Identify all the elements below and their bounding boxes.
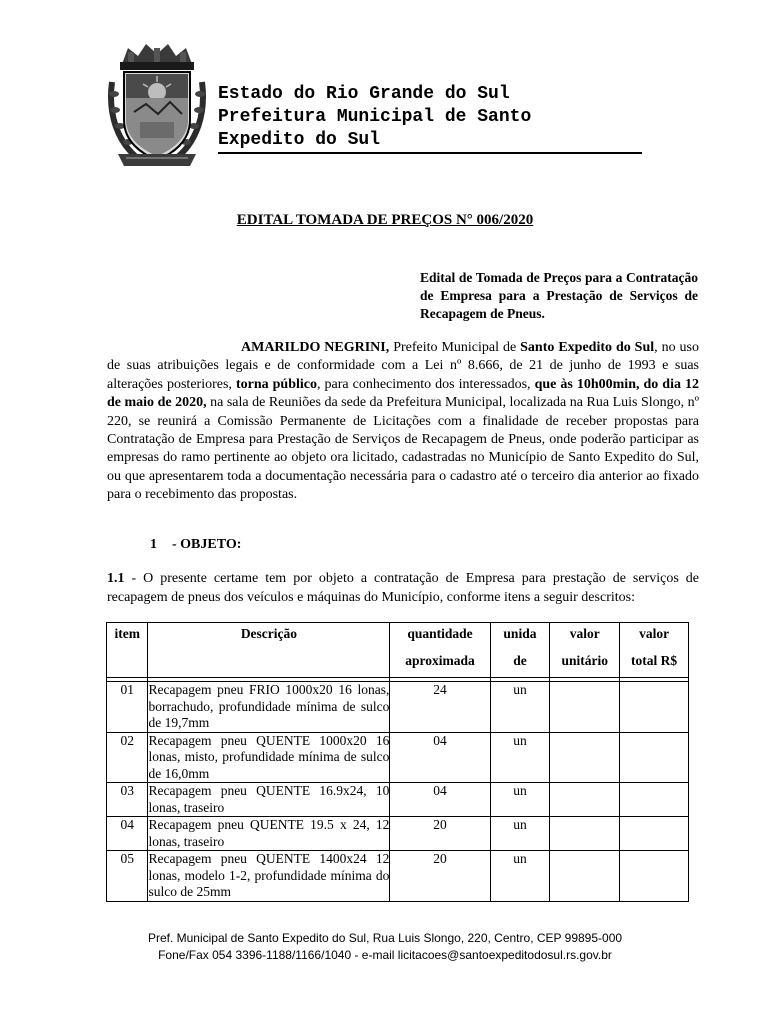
header-valor-unitario: valor unitário — [550, 623, 620, 678]
subsection-text: - O presente certame tem por objeto a contratação de Empresa para prestação de serviços de recapagem de pneus dos veículos e máquinas do Município, conforme itens a seguir descritos: — [107, 571, 699, 605]
cell-item: 03 — [107, 783, 148, 817]
cell-quantity: 04 — [390, 732, 490, 783]
edital-summary: Edital de Tomada de Preços para a Contratação de Empresa para a Prestação de Serviços de Recapagem de Pneus. — [420, 270, 698, 321]
section-number: 1 — [150, 537, 157, 552]
cell-unit-value[interactable] — [550, 732, 620, 783]
document-title: EDITAL TOMADA DE PREÇOS N° 006/2020 — [236, 212, 534, 228]
cell-total-value[interactable] — [620, 783, 689, 817]
cell-description: Recapagem pneu QUENTE 16.9x24, 10 lonas, traseiro — [148, 783, 390, 815]
cell-item: 04 — [107, 817, 148, 851]
cell-description: Recapagem pneu QUENTE 1400x24 12 lonas, modelo 1-2, profundidade mínima do sulco de 25mm — [148, 851, 390, 899]
table-row — [107, 682, 689, 733]
header-divider — [218, 152, 642, 154]
cell-quantity: 20 — [390, 817, 490, 851]
cell-total-value[interactable] — [620, 851, 689, 902]
torna-publico: torna público — [235, 376, 317, 392]
subsection-number: 1.1 — [107, 571, 125, 586]
table-row — [107, 817, 689, 851]
cell-quantity: 24 — [390, 682, 490, 733]
header-state: Estado do Rio Grande do Sul — [218, 84, 510, 104]
cell-unit: un — [490, 817, 550, 851]
mayor-name: AMARILDO NEGRINI, — [241, 340, 390, 355]
footer-address: Pref. Municipal de Santo Expedito do Sul, Rua Luis Slongo, 220, Centro, CEP 99895-000 — [147, 931, 623, 945]
table-row — [107, 732, 689, 783]
section-title: - OBJETO: — [172, 537, 242, 552]
cell-item: 02 — [107, 732, 148, 783]
cell-quantity: 04 — [390, 783, 490, 817]
cell-item: 05 — [107, 851, 148, 902]
cell-unit-value[interactable] — [550, 682, 620, 733]
cell-unit-value[interactable] — [550, 783, 620, 817]
cell-quantity: 20 — [390, 851, 490, 902]
subsection-1-1 — [107, 570, 699, 607]
cell-description: Recapagem pneu QUENTE 1000x20 16 lonas, misto, profundidade mínima de sulco de 16,0mm — [148, 732, 390, 781]
cell-unit: un — [490, 851, 550, 902]
cell-unit-value[interactable] — [550, 817, 620, 851]
header-valor-total: valor total R$ — [620, 623, 689, 678]
header-item: item — [107, 623, 148, 678]
municipality-name: Santo Expedito do Sul — [520, 340, 655, 355]
section-objeto-heading — [150, 537, 241, 553]
cell-description: Recapagem pneu QUENTE 19.5 x 24, 12 lonas, traseiro — [148, 817, 390, 849]
items-table — [106, 622, 689, 902]
header-unidade: unida de — [490, 623, 550, 678]
page-footer — [0, 930, 770, 964]
table-row — [107, 783, 689, 817]
session-datetime: que às 10h00min, do dia 12 de maio de 2020, — [107, 376, 700, 411]
cell-total-value[interactable] — [620, 817, 689, 851]
header-title — [218, 83, 648, 152]
intro-paragraph: AMARILDO NEGRINI, Prefeito Municipal de Santo Expedito do Sul, no uso de suas atribuições legais e de conformidade com a Lei nº 8.666, de 21 de junho de 1993 e suas alterações posteriores, torna público, para conhecimento dos interessados, que às 10h00min, do dia 12 de maio de 2020, na sala de Reuniões da sede da Prefeitura Municipal, localizada na Rua Luis Slongo, nº 220, se reunirá a Comissão Permanente de Licitações com a finalidade de receber propostas para Contratação de Empresa para Prestação de Serviços de Recapagem de Pneus, onde poderão participar as empresas do ramo pertinente ao objeto ora licitado, cadastradas no Município de Santo Expedito do Sul, ou que apresentarem toda a documentação necessária para o cadastro até o terceiro dia anterior ao fixado para o recebimento das propostas. — [107, 340, 700, 503]
cell-item: 01 — [107, 682, 148, 733]
header-quantidade: quantidade aproximada — [390, 623, 490, 678]
cell-unit-value[interactable] — [550, 851, 620, 902]
header-descricao: Descrição — [148, 623, 390, 678]
header-municipality: Expedito do Sul — [218, 130, 381, 150]
cell-total-value[interactable] — [620, 682, 689, 733]
table-row — [107, 851, 689, 902]
table-header-row — [107, 623, 689, 678]
cell-description: Recapagem pneu FRIO 1000x20 16 lonas, borrachudo, profundidade mínima de sulco de 19,7mm — [148, 682, 390, 730]
cell-unit: un — [490, 732, 550, 783]
coat-of-arms-icon — [106, 42, 208, 170]
cell-unit: un — [490, 783, 550, 817]
cell-total-value[interactable] — [620, 732, 689, 783]
cell-unit: un — [490, 682, 550, 733]
footer-contact: Fone/Fax 054 3396-1188/1166/1040 - e-mail licitacoes@santoexpeditodosul.rs.gov.br — [158, 948, 612, 962]
header-prefecture: Prefeitura Municipal de Santo — [218, 107, 532, 127]
